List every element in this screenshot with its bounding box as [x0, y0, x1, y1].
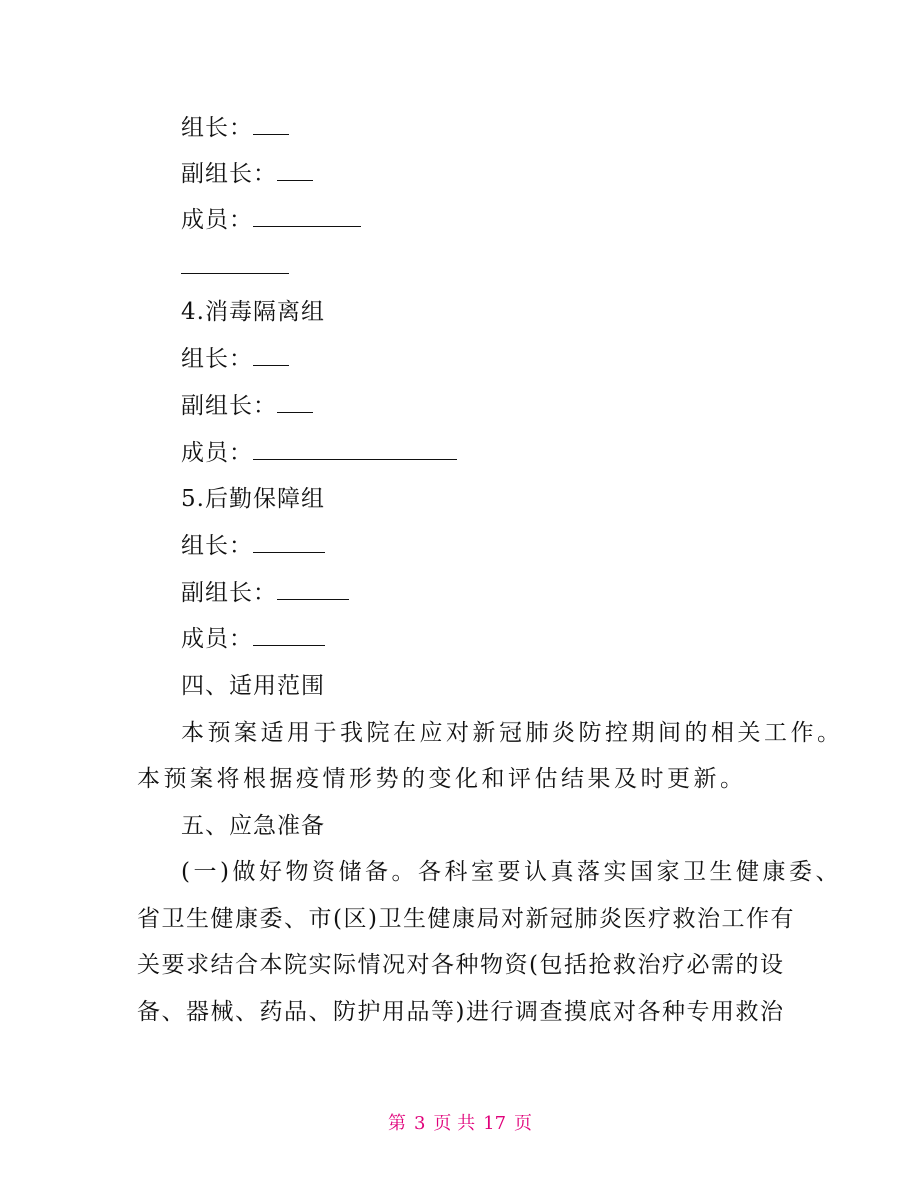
fill-in-blank: [277, 579, 349, 600]
document-line: 组长：: [181, 113, 289, 143]
section-heading: 四、适用范围: [181, 673, 325, 699]
document-line: 组长：: [181, 531, 325, 561]
paragraph-line: 本预案适用于我院在应对新冠肺炎防控期间的相关工作。: [181, 720, 844, 746]
paragraph-line: 省卫生健康委、市(区)卫生健康局对新冠肺炎医疗救治工作有: [137, 906, 795, 932]
document-line: 副组长：: [181, 159, 313, 189]
footer-mid: 页 共: [433, 1113, 476, 1134]
fill-in-blank: [253, 206, 361, 227]
document-line: [181, 252, 289, 282]
footer-prefix: 第: [387, 1113, 406, 1134]
document-line: 成员：: [181, 624, 325, 654]
fill-in-blank: [253, 114, 289, 135]
paragraph-line: (一)做好物资储备。各科室要认真落实国家卫生健康委、: [181, 859, 842, 885]
fill-in-blank: [253, 439, 457, 460]
document-line: 成员：: [181, 438, 457, 468]
page-footer: [0, 1111, 920, 1137]
section-heading: 4.消毒隔离组: [181, 299, 325, 325]
section-heading: 5.后勤保障组: [181, 486, 325, 512]
section-heading: 五、应急准备: [181, 813, 325, 839]
total-page-count: 17: [483, 1113, 507, 1134]
fill-in-blank: [181, 253, 289, 274]
document-line: 成员：: [181, 205, 361, 235]
fill-in-blank: [277, 392, 313, 413]
document-line: 组长：: [181, 344, 289, 374]
paragraph-line: 本预案将根据疫情形势的变化和评估结果及时更新。: [137, 766, 747, 792]
document-line: 副组长：: [181, 578, 349, 608]
fill-in-blank: [253, 625, 325, 646]
footer-suffix: 页: [514, 1113, 533, 1134]
document-line: 副组长：: [181, 391, 313, 421]
paragraph-line: 备、器械、药品、防护用品等)进行调查摸底对各种专用救治: [137, 999, 785, 1025]
fill-in-blank: [277, 160, 313, 181]
fill-in-blank: [253, 532, 325, 553]
fill-in-blank: [253, 345, 289, 366]
current-page-number: 3: [413, 1113, 426, 1134]
paragraph-line: 关要求结合本院实际情况对各种物资(包括抢救治疗必需的设: [137, 952, 785, 978]
